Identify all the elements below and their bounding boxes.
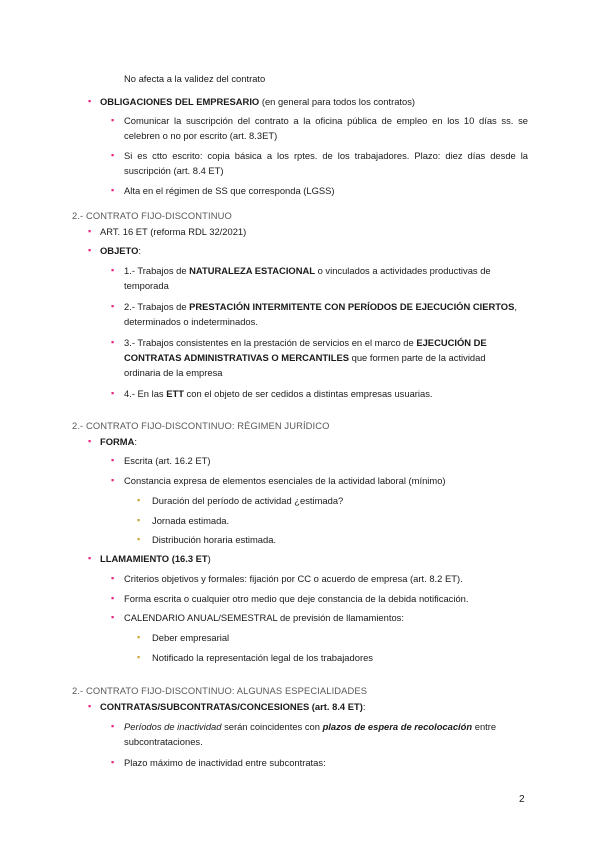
bullet-icon: ▪ — [111, 455, 115, 465]
text-span: entre — [472, 721, 497, 732]
bullet-icon: ▪ — [111, 115, 115, 125]
section-header: 2.- CONTRATO FIJO-DISCONTINUO: ALGUNAS ESPECIALIDADES — [72, 685, 368, 696]
list-item: Criterios objetivos y formales: fijación por CC o acuerdo de empresa (art. 8.2 ET). — [124, 573, 463, 584]
text-bold: PRESTACIÓN INTERMITENTE CON PERÍODOS DE EJECUCIÓN CIERTOS — [189, 301, 515, 312]
obligaciones-bold: OBLIGACIONES DEL EMPRESARIO — [100, 96, 260, 107]
contratas-heading — [100, 699, 365, 714]
bullet-icon: ▪ — [88, 436, 92, 446]
list-item: Duración del período de actividad ¿estimada? — [152, 495, 344, 506]
bullet-icon: ▪ — [88, 553, 92, 563]
forma-heading — [100, 434, 137, 449]
text-span: 4.- En las — [124, 388, 167, 399]
bullet-icon: ▪ — [137, 515, 141, 525]
llamamiento-close: ) — [207, 553, 211, 564]
bullet-icon: ▪ — [88, 96, 92, 106]
bullet-icon: ▪ — [137, 534, 141, 544]
objeto-item-2-line2: determinados o indeterminados. — [124, 316, 258, 327]
bullet-icon: ▪ — [137, 632, 141, 642]
list-item: Distribución horaria estimada. — [152, 534, 277, 545]
contratas-colon: : — [362, 701, 366, 712]
bullet-icon: ▪ — [111, 388, 115, 398]
bullet-icon: ▪ — [111, 301, 115, 311]
objeto-bold: OBJETO — [100, 245, 139, 256]
text-span: , — [514, 301, 517, 312]
obligaciones-rest: (en general para todos los contratos) — [259, 96, 416, 107]
llamamiento-bold: LLAMAMIENTO (16.3 ET — [100, 553, 208, 564]
list-item: Deber empresarial — [152, 632, 230, 643]
text-span: que formen parte de la actividad — [349, 352, 486, 363]
section-header: 2.- CONTRATO FIJO-DISCONTINUO — [72, 210, 232, 221]
list-item: Alta en el régimen de SS que corresponda (LGSS) — [124, 185, 335, 196]
bullet-icon: ▪ — [111, 593, 115, 603]
bullet-icon: ▪ — [111, 475, 115, 485]
text-span: con el objeto de ser cedidos a distintas empresas usuarias. — [183, 388, 433, 399]
list-item: Si es ctto escrito: copia básica a los rptes. de los trabajadores. Plazo: diez días desde la suscripción (art. 8.4 ET) — [124, 150, 528, 176]
list-item: Plazo máximo de inactividad entre subcontratas: — [124, 757, 326, 768]
bullet-icon: ▪ — [111, 150, 115, 160]
list-item: Escrita (art. 16.2 ET) — [124, 455, 211, 466]
list-item: Comunicar la suscripción del contrato a la oficina pública de empleo en los 10 días ss. se celebren o no por escrito (art. 8.3ET) — [124, 115, 528, 141]
text-span: 1.- Trabajos de — [124, 265, 190, 276]
bullet-icon: ▪ — [111, 721, 115, 731]
list-item: Jornada estimada. — [152, 515, 230, 526]
objeto-item-1-line2: temporada — [124, 280, 169, 291]
forma-bold: FORMA — [100, 436, 135, 447]
list-item: Forma escrita o cualquier otro medio que deje constancia de la debida notificación. — [124, 593, 469, 604]
text-bold: EJECUCIÓN DE — [416, 337, 487, 348]
forma-colon: : — [134, 436, 137, 447]
obligaciones-heading — [100, 94, 415, 109]
contratas-bold: CONTRATAS/SUBCONTRATAS/CONCESIONES (art. 8.4 ET) — [100, 701, 363, 712]
text-bold: CONTRATAS ADMINISTRATIVAS O MERCANTILES — [124, 352, 349, 363]
bullet-icon: ▪ — [88, 245, 92, 255]
text-bold: ETT — [166, 388, 184, 399]
bullet-icon: ▪ — [137, 495, 141, 505]
text-span: serán coincidentes con — [221, 721, 323, 732]
objeto-heading — [100, 243, 141, 258]
list-item: Constancia expresa de elementos esenciales de la actividad laboral (mínimo) — [124, 475, 446, 486]
objeto-item-3-line2 — [124, 350, 486, 365]
objeto-colon: : — [138, 245, 141, 256]
text-span: 3.- Trabajos consistentes en la prestación de servicios en el marco de — [124, 337, 417, 348]
objeto-item-1-line1 — [124, 263, 491, 278]
bullet-icon: ▪ — [111, 757, 115, 767]
bullet-icon: ▪ — [111, 573, 115, 583]
text-bold-italic: plazos de espera de recolocación — [322, 721, 473, 732]
objeto-item-3-line3: ordinaria de la empresa — [124, 367, 223, 378]
bullet-icon: ▪ — [88, 701, 92, 711]
text-bold: NATURALEZA ESTACIONAL — [189, 265, 315, 276]
bullet-icon: ▪ — [111, 265, 115, 275]
text-span: o vinculados a actividades productivas de — [315, 265, 491, 276]
section-header: 2.- CONTRATO FIJO-DISCONTINUO: RÉGIMEN JURÍDICO — [72, 420, 330, 431]
objeto-item-3-line1 — [124, 335, 487, 350]
bullet-icon: ▪ — [111, 185, 115, 195]
bullet-icon: ▪ — [137, 652, 141, 662]
objeto-item-4 — [124, 386, 433, 401]
contratas-item-1-line2: subcontrataciones. — [124, 736, 203, 747]
list-item: ART. 16 ET (reforma RDL 32/2021) — [100, 226, 247, 237]
page-number: 2 — [519, 794, 525, 805]
bullet-icon: ▪ — [88, 226, 92, 236]
text-span: 2.- Trabajos de — [124, 301, 190, 312]
list-item: Notificado la representación legal de los trabajadores — [152, 652, 373, 663]
list-item: CALENDARIO ANUAL/SEMESTRAL de previsión de llamamientos: — [124, 612, 404, 623]
llamamiento-heading — [100, 551, 211, 566]
text-italic: Períodos de inactividad — [124, 721, 222, 732]
objeto-item-2-line1 — [124, 299, 517, 314]
contratas-item-1-line1 — [124, 719, 496, 734]
bullet-icon: ▪ — [111, 612, 115, 622]
text-line: No afecta a la validez del contrato — [124, 73, 266, 84]
bullet-icon: ▪ — [111, 337, 115, 347]
